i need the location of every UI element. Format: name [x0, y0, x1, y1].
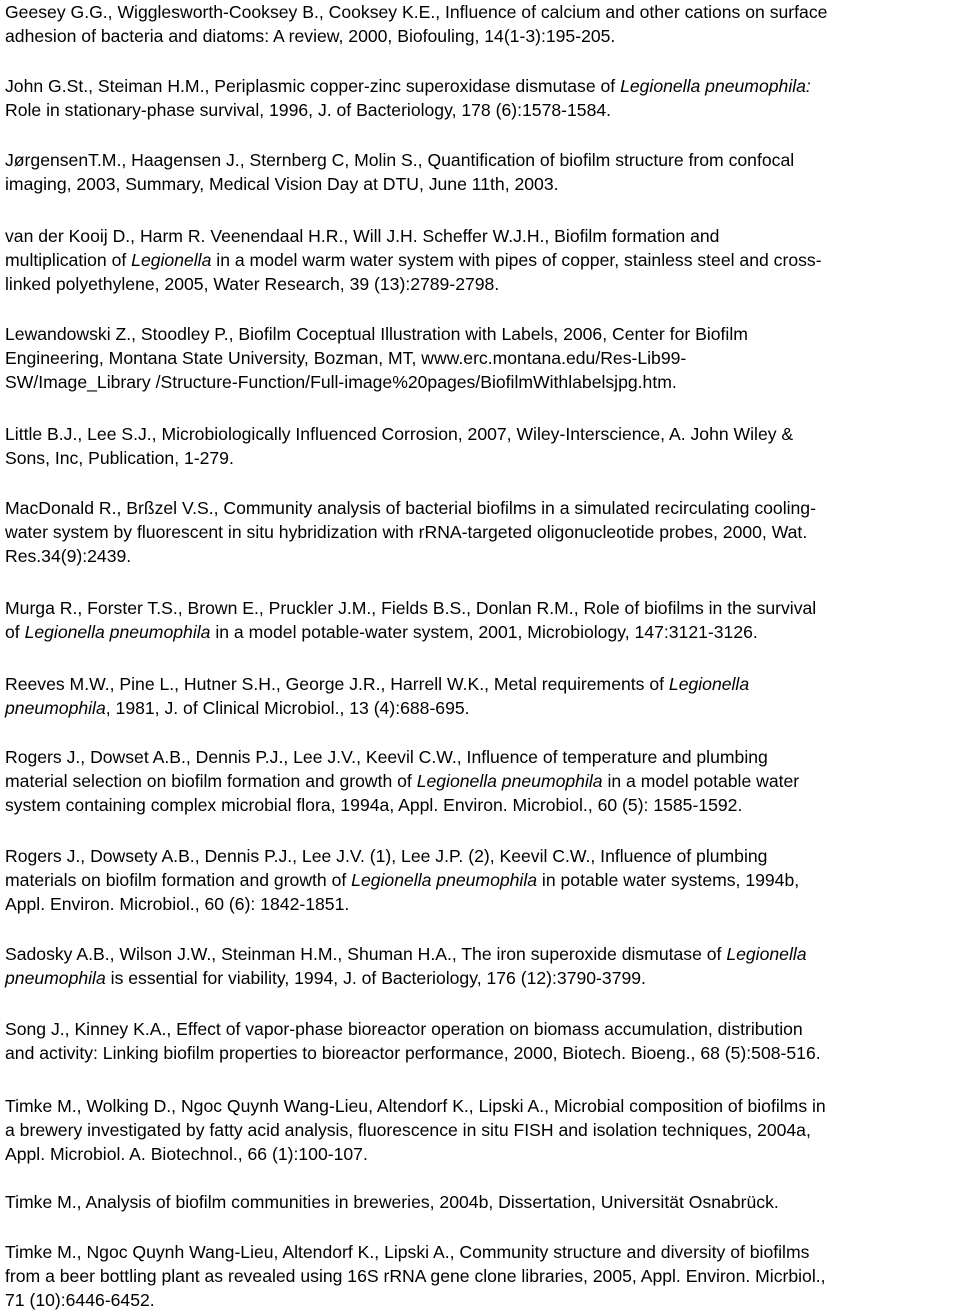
- reference-line: [5, 672, 960, 696]
- reference-line: [5, 224, 960, 248]
- species-name: pneumophila: [5, 968, 106, 989]
- reference-text: and activity: Linking biofilm properties to bioreactor performance, 2000, Biotech. Bioeng., 68 (5):508-516.: [5, 1043, 821, 1064]
- species-name: Legionella pneumophila:: [620, 76, 811, 96]
- reference-line: [5, 696, 960, 720]
- reference-text: Role in stationary-phase survival, 1996, J. of Bacteriology, 178 (6):1578-1584.: [5, 100, 612, 121]
- reference-text: Engineering, Montana State University, Bozman, MT, www.erc.montana.edu/Res-Lib99-: [5, 348, 687, 369]
- reference-line: [5, 793, 960, 817]
- reference-text: from a beer bottling plant as revealed using 16S rRNA gene clone libraries, 2005, Appl. Environ. Micrbiol.,: [5, 1266, 826, 1287]
- reference-text: a brewery investigated by fatty acid analysis, fluorescence in situ FISH and isolation techniques, 2004a,: [5, 1120, 811, 1141]
- species-name: Legionella pneumophila: [351, 870, 538, 891]
- species-name: pneumophila: [5, 698, 106, 719]
- reference-line: [5, 172, 960, 196]
- reference-text: , 1981, J. of Clinical Microbiol., 13 (4):688-695.: [105, 698, 470, 719]
- reference-text: Little B.J., Lee S.J., Microbiologically Influenced Corrosion, 2007, Wiley-Interscience, A. John Wiley &: [5, 424, 794, 444]
- reference-entry: [5, 745, 960, 818]
- reference-line: [5, 322, 960, 346]
- reference-line: [5, 620, 960, 644]
- reference-line: [5, 844, 960, 868]
- reference-text: in a model warm water system with pipes of copper, stainless steel and cross-: [211, 250, 822, 271]
- reference-line: [5, 272, 960, 296]
- reference-entry: [5, 0, 960, 48]
- reference-entry: [5, 844, 960, 917]
- reference-line: [5, 1094, 960, 1118]
- reference-line: [5, 1142, 960, 1166]
- reference-line: [5, 966, 960, 990]
- reference-line: [5, 1118, 960, 1142]
- reference-line: [5, 248, 960, 272]
- reference-entry: [5, 1017, 960, 1065]
- reference-line: [5, 1240, 960, 1264]
- reference-text: Geesey G.G., Wigglesworth-Cooksey B., Cooksey K.E., Influence of calcium and other cations on surface: [5, 2, 828, 22]
- reference-text: Reeves M.W., Pine L., Hutner S.H., George J.R., Harrell W.K., Metal requirements of: [5, 674, 669, 694]
- reference-line: [5, 1041, 960, 1065]
- species-name: Legionella pneumophila: [24, 622, 211, 643]
- reference-text: SW/Image_Library /Structure-Function/Full-image%20pages/BiofilmWithlabelsjpg.htm.: [5, 372, 677, 393]
- reference-text: Timke M., Wolking D., Ngoc Quynh Wang-Lieu, Altendorf K., Lipski A., Microbial composition of biofilms in: [5, 1096, 826, 1116]
- reference-line: [5, 74, 960, 98]
- reference-text: van der Kooij D., Harm R. Veenendaal H.R., Will J.H. Scheffer W.J.H., Biofilm formation and: [5, 226, 720, 246]
- reference-text: in a model potable-water system, 2001, Microbiology, 147:3121-3126.: [210, 622, 758, 643]
- reference-text: water system by fluorescent in situ hybridization with rRNA-targeted oligonucleotide probes, 2000, Wat.: [5, 522, 808, 543]
- reference-text: Song J., Kinney K.A., Effect of vapor-phase bioreactor operation on biomass accumulation, distribution: [5, 1019, 803, 1039]
- reference-text: Appl. Microbiol. A. Biotechnol., 66 (1):100-107.: [5, 1144, 368, 1165]
- reference-line: [5, 24, 960, 48]
- reference-text: Rogers J., Dowset A.B., Dennis P.J., Lee J.V., Keevil C.W., Influence of temperature and plumbing: [5, 747, 768, 767]
- reference-line: [5, 769, 960, 793]
- reference-text: Murga R., Forster T.S., Brown E., Pruckler J.M., Fields B.S., Donlan R.M., Role of biofilms in the survival: [5, 598, 817, 618]
- reference-text: multiplication of: [5, 250, 132, 271]
- reference-text: JørgensenT.M., Haagensen J., Sternberg C, Molin S., Quantification of biofilm structure from confocal: [5, 150, 795, 170]
- reference-entry: [5, 148, 960, 196]
- reference-line: [5, 98, 960, 122]
- reference-line: [5, 942, 960, 966]
- reference-line: [5, 346, 960, 370]
- reference-text: in potable water systems, 1994b,: [537, 870, 800, 891]
- reference-line: [5, 148, 960, 172]
- reference-text: linked polyethylene, 2005, Water Research, 39 (13):2789-2798.: [5, 274, 500, 295]
- reference-text: in a model potable water: [602, 771, 800, 792]
- reference-text: Sons, Inc, Publication, 1-279.: [5, 448, 234, 469]
- reference-line: [5, 446, 960, 470]
- reference-line: [5, 868, 960, 892]
- species-name: Legionella: [668, 674, 750, 694]
- reference-text: imaging, 2003, Summary, Medical Vision Day at DTU, June 11th, 2003.: [5, 174, 559, 195]
- reference-entry: [5, 596, 960, 644]
- reference-text: of: [5, 622, 25, 643]
- reference-entry: [5, 1240, 960, 1313]
- reference-entry: [5, 422, 960, 470]
- reference-line: [5, 0, 960, 24]
- reference-entry: [5, 74, 960, 122]
- reference-line: [5, 1017, 960, 1041]
- reference-entry: [5, 322, 960, 395]
- reference-line: [5, 520, 960, 544]
- reference-entry: [5, 672, 960, 720]
- reference-text: is essential for viability, 1994, J. of Bacteriology, 176 (12):3790-3799.: [105, 968, 646, 989]
- reference-line: [5, 596, 960, 620]
- reference-text: Timke M., Analysis of biofilm communities in breweries, 2004b, Dissertation, Universität Osnabrück.: [5, 1192, 779, 1212]
- reference-entry: [5, 224, 960, 297]
- reference-text: MacDonald R., Brßzel V.S., Community analysis of bacterial biofilms in a simulated recirculating cooling-: [5, 498, 816, 518]
- reference-text: materials on biofilm formation and growth of: [5, 870, 352, 891]
- reference-entry: [5, 496, 960, 569]
- reference-text: 71 (10):6446-6452.: [5, 1290, 155, 1311]
- reference-entry: [5, 1094, 960, 1167]
- reference-line: [5, 422, 960, 446]
- reference-line: [5, 1264, 960, 1288]
- reference-entry: [5, 942, 960, 990]
- reference-entry: [5, 1190, 960, 1214]
- reference-text: Rogers J., Dowsety A.B., Dennis P.J., Lee J.V. (1), Lee J.P. (2), Keevil C.W., Influence of plumbing: [5, 846, 768, 866]
- reference-text: Lewandowski Z., Stoodley P., Biofilm Coceptual Illustration with Labels, 2006, Center for Biofilm: [5, 324, 748, 344]
- species-name: Legionella: [726, 944, 807, 964]
- reference-line: [5, 370, 960, 394]
- reference-text: Res.34(9):2439.: [5, 546, 132, 567]
- reference-text: John G.St., Steiman H.M., Periplasmic copper-zinc superoxidase dismutase of: [5, 76, 621, 96]
- reference-text: Sadosky A.B., Wilson J.W., Steinman H.M., Shuman H.A., The iron superoxide dismutase of: [5, 944, 727, 964]
- reference-line: [5, 892, 960, 916]
- reference-text: Appl. Environ. Microbiol., 60 (6): 1842-1851.: [5, 894, 350, 915]
- reference-line: [5, 544, 960, 568]
- reference-text: adhesion of bacteria and diatoms: A review, 2000, Biofouling, 14(1-3):195-205.: [5, 26, 616, 47]
- reference-text: Timke M., Ngoc Quynh Wang-Lieu, Altendorf K., Lipski A., Community structure and diversity of biofilms: [5, 1242, 810, 1262]
- species-name: Legionella pneumophila: [416, 771, 603, 792]
- reference-text: system containing complex microbial flora, 1994a, Appl. Environ. Microbiol., 60 (5): 1585-1592.: [5, 795, 743, 816]
- reference-text: material selection on biofilm formation and growth of: [5, 771, 417, 792]
- reference-line: [5, 1190, 960, 1214]
- reference-line: [5, 1288, 960, 1312]
- reference-line: [5, 496, 960, 520]
- reference-line: [5, 745, 960, 769]
- species-name: Legionella: [131, 250, 212, 271]
